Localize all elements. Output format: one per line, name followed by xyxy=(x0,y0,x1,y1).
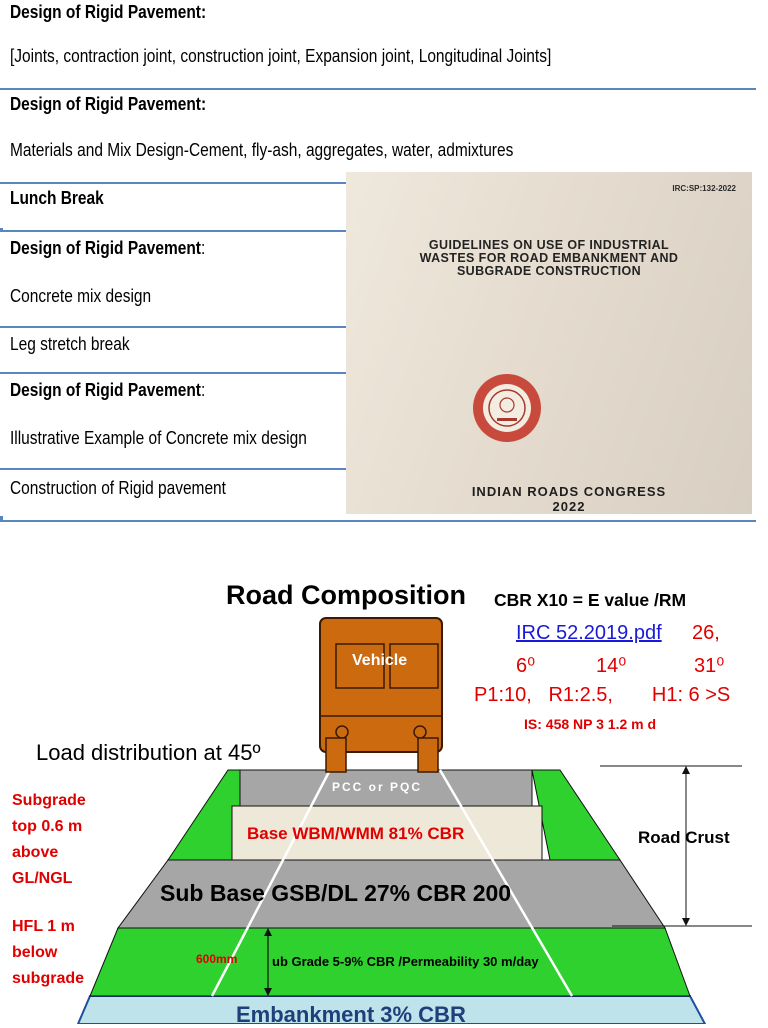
cover-publisher: INDIAN ROADS CONGRESS xyxy=(471,484,667,499)
row-detail: [Joints, contraction joint, construction joint, Expansion joint, Longitudinal Joints] xyxy=(10,46,552,66)
schedule-row xyxy=(0,184,346,228)
is-code: IS: 458 NP 3 1.2 m d xyxy=(524,716,657,732)
cbr-formula: CBR X10 = E value /RM xyxy=(494,590,687,610)
row-title: Lunch Break xyxy=(10,188,104,208)
load-distribution-label: Load distribution at 45º xyxy=(36,740,261,765)
schedule-row xyxy=(0,328,346,372)
sub-base-label: Sub Base GSB/DL 27% CBR 200 xyxy=(160,880,512,906)
cover-title-line: GUIDELINES ON USE OF INDUSTRIAL xyxy=(428,238,670,252)
row-title: Design of Rigid Pavement xyxy=(10,380,201,400)
row-title: Design of Rigid Pavement: xyxy=(10,2,207,22)
table-bottom-border xyxy=(0,520,756,522)
value-26: 26, xyxy=(692,622,720,644)
row-title: Design of Rigid Pavement xyxy=(10,238,201,258)
book-cover-image xyxy=(346,172,752,514)
row-detail: Concrete mix design xyxy=(10,286,152,306)
cover-code: IRC:SP:132-2022 xyxy=(672,184,736,193)
subgrade-thickness-label: 600mm xyxy=(196,952,238,966)
schedule-row xyxy=(0,0,756,88)
angle-3: 31⁰ xyxy=(694,655,725,677)
row-detail: Illustrative Example of Concrete mix design xyxy=(10,428,307,448)
road-crust-label: Road Crust xyxy=(638,828,730,847)
subgrade-label: ub Grade 5-9% CBR /Permeability 30 m/day xyxy=(272,954,539,969)
diagram-title: Road Composition xyxy=(226,580,466,610)
schedule-row xyxy=(0,90,756,182)
angle-2: 14⁰ xyxy=(596,655,627,677)
cover-title-line: WASTES FOR ROAD EMBANKMENT AND xyxy=(419,251,679,265)
irc-seal-logo xyxy=(471,372,543,444)
vehicle-label: Vehicle xyxy=(352,652,408,669)
row-detail: Materials and Mix Design-Cement, fly-ash, aggregates, water, admixtures xyxy=(10,140,514,160)
vehicle-bus xyxy=(320,618,442,772)
pcc-label: PCC or PQC xyxy=(332,780,423,794)
shoulder-right xyxy=(532,770,620,860)
cover-title-line: SUBGRADE CONSTRUCTION xyxy=(456,264,642,278)
angle-1: 6⁰ xyxy=(516,655,536,677)
pavement-params: P1:10, R1:2.5, H1: 6 >S xyxy=(474,684,731,706)
row-detail: Leg stretch break xyxy=(10,334,130,354)
irc-pdf-link[interactable]: IRC 52.2019.pdf xyxy=(516,622,662,644)
road-composition-diagram xyxy=(0,560,768,1027)
base-label: Base WBM/WMM 81% CBR xyxy=(247,824,465,843)
schedule-row: Design of Rigid Pavement: Concrete mix design xyxy=(0,232,346,326)
cover-year: 2022 xyxy=(552,499,586,514)
embankment-label: Embankment 3% CBR xyxy=(236,1002,466,1027)
schedule-row: Design of Rigid Pavement: Illustrative Example of Concrete mix design xyxy=(0,374,346,468)
hfl-note: HFL 1 m below subgrade xyxy=(12,918,85,987)
row-title: Design of Rigid Pavement: xyxy=(10,94,207,114)
subgrade-note: Subgrade top 0.6 m above GL/NGL xyxy=(12,792,86,887)
row-detail: Construction of Rigid pavement xyxy=(10,478,226,498)
schedule-row xyxy=(0,470,346,516)
